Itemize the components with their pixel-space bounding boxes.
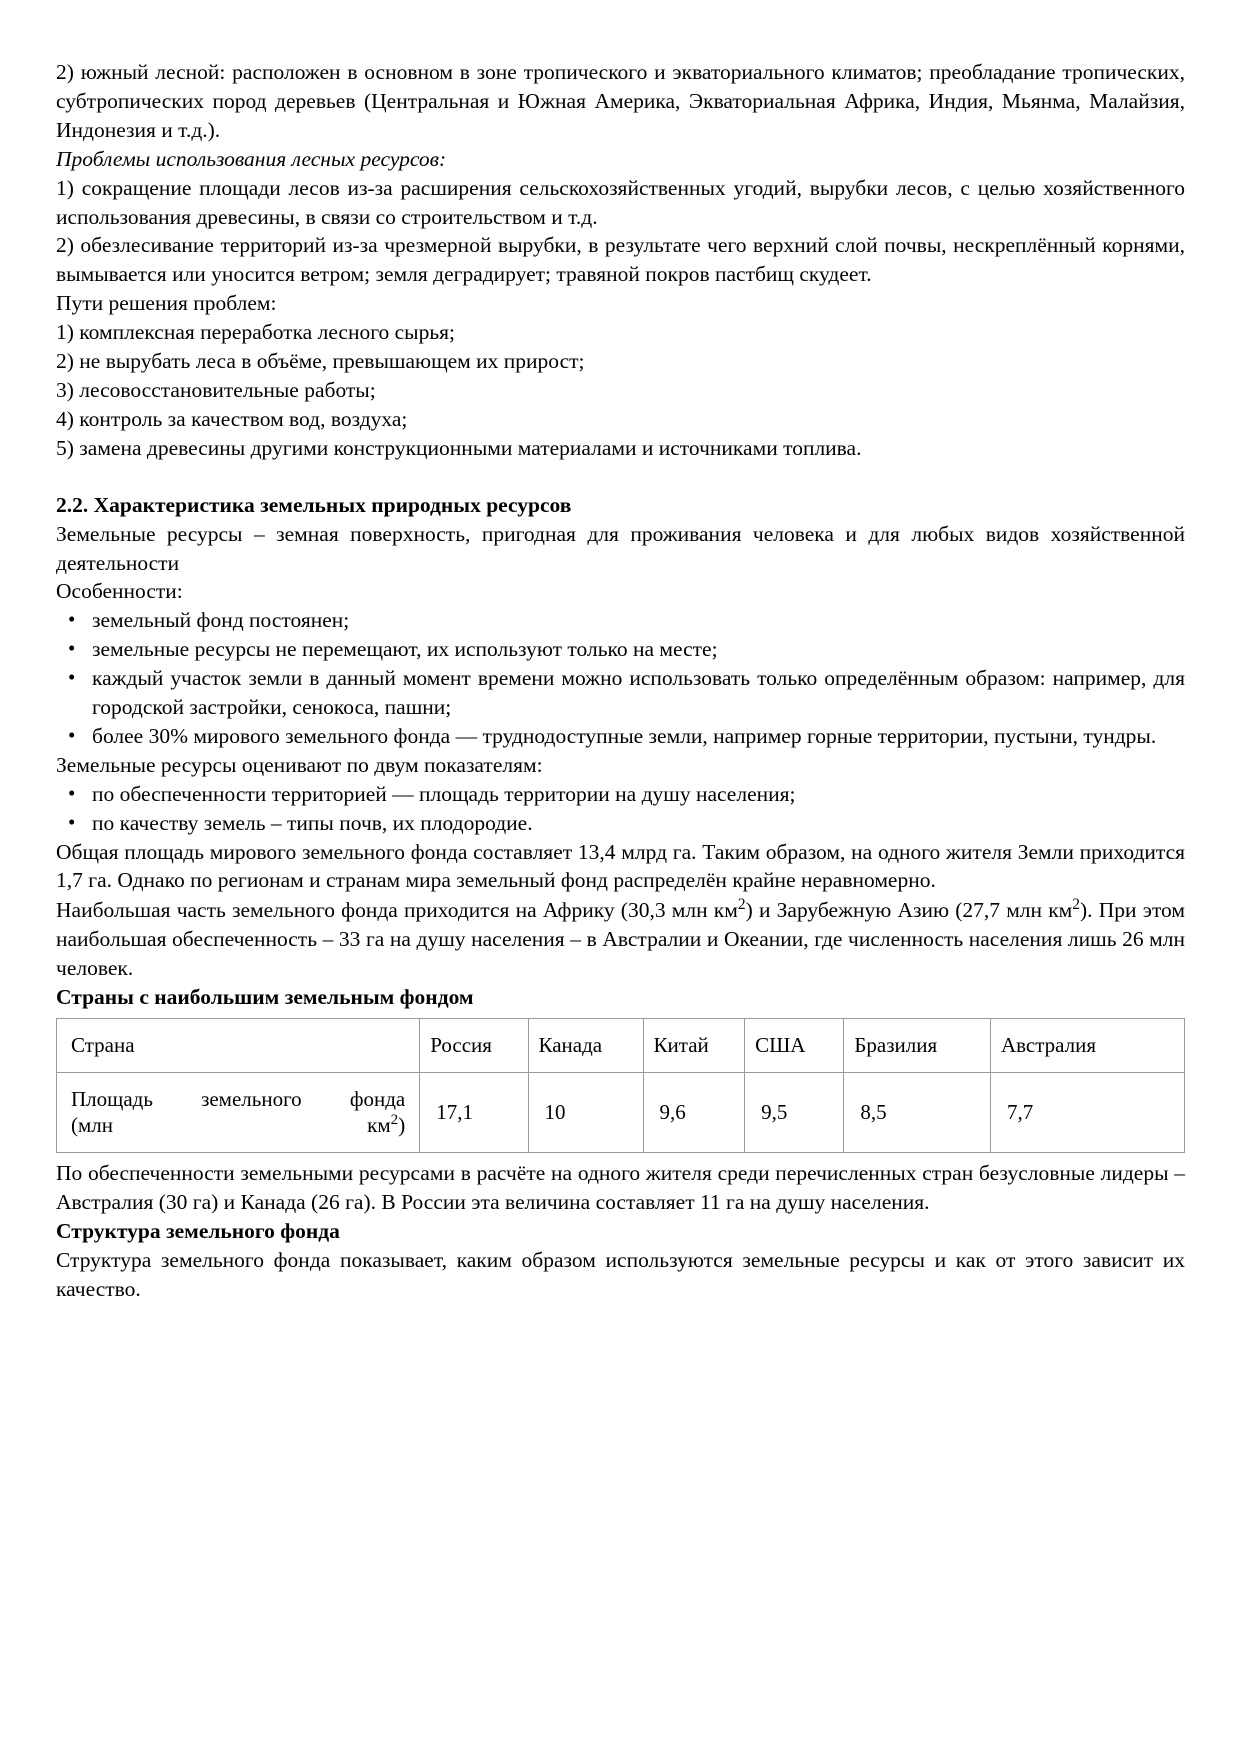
- list-item-label: по обеспеченности территорией — площадь территории на душу населения;: [92, 781, 796, 806]
- subsection-title-structure: Структура земельного фонда: [56, 1218, 340, 1243]
- heading-features: Особенности:: [56, 579, 183, 604]
- list-item: [56, 780, 1185, 809]
- heading-forest-problems: Проблемы использования лесных ресурсов:: [56, 146, 447, 171]
- table-header-country: Страна: [57, 1019, 420, 1073]
- list-item: [56, 809, 1185, 838]
- table-header-cell: Канада: [528, 1019, 643, 1073]
- indicators-list: [56, 780, 1185, 838]
- table-header-cell: Китай: [643, 1019, 745, 1073]
- table-header-cell: Россия: [420, 1019, 528, 1073]
- paragraph-solution-1: 1) комплексная переработка лесного сырья;: [56, 320, 456, 345]
- paragraph-problem-2: 2) обезлесивание территорий из-за чрезмерной вырубки, в результате чего верхний слой почвы, нескреплённый корнями, вымывается или уносится ветром; земля деградирует; травяной покров пастбищ скудеет.: [56, 233, 1185, 287]
- superscript-square-1: 2: [737, 896, 746, 914]
- features-list: [56, 606, 1185, 751]
- table-cell-value: 7,7: [990, 1073, 1184, 1153]
- table-cell-value: 8,5: [844, 1073, 991, 1153]
- table-header-cell: Австралия: [990, 1019, 1184, 1073]
- heading-solutions: Пути решения проблем:: [56, 291, 277, 316]
- table-cell-value: 10: [528, 1073, 643, 1153]
- table-row-units-text: (млн км: [71, 1113, 391, 1138]
- list-item: [56, 722, 1185, 751]
- table-header-row: [57, 1019, 1185, 1073]
- list-item: [56, 606, 1185, 635]
- table-row-units-close: ): [398, 1113, 406, 1138]
- list-item: [56, 664, 1185, 722]
- list-item-label: земельные ресурсы не перемещают, их используют только на месте;: [92, 637, 718, 662]
- heading-two-indicators: Земельные ресурсы оценивают по двум показателям:: [56, 752, 543, 777]
- paragraph-solution-4: 4) контроль за качеством вод, воздуха;: [56, 406, 408, 431]
- paragraph-land-resources-definition: Земельные ресурсы – земная поверхность, пригодная для проживания человека и для любых видов хозяйственной деятельности: [56, 521, 1185, 575]
- list-item-label: земельный фонд постоянен;: [92, 608, 350, 633]
- table-header-cell: Бразилия: [844, 1019, 991, 1073]
- largest-share-text-2: ) и Зарубежную Азию (27,7 млн км: [745, 898, 1073, 923]
- paragraph-solution-3: 3) лесовосстановительные работы;: [56, 377, 376, 402]
- table-cell-value: 9,5: [745, 1073, 844, 1153]
- table-row-label-line1: Площадь земельного фонда: [71, 1087, 406, 1112]
- largest-share-text-3: ). При этом наибольшая обеспеченность – 33 га на душу населения – в Австралии и Океании, где численность населения лишь 26 млн человек.: [56, 898, 1185, 981]
- table-row: [57, 1073, 1185, 1153]
- table-header-cell: США: [745, 1019, 844, 1073]
- list-item-label: по качеству земель – типы почв, их плодородие.: [92, 810, 533, 835]
- table-row-label-units: [71, 1113, 405, 1137]
- table-cell-value: 17,1: [420, 1073, 528, 1153]
- table-title: Страны с наибольшим земельным фондом: [56, 985, 474, 1010]
- list-item: [56, 635, 1185, 664]
- paragraph-largest-share: [56, 895, 1185, 983]
- table-cell-value: 9,6: [643, 1073, 745, 1153]
- paragraph-solution-5: 5) замена древесины другими конструкционными материалами и источниками топлива.: [56, 435, 862, 460]
- section-title-2-2: 2.2. Характеристика земельных природных ресурсов: [56, 492, 572, 517]
- paragraph-southern-forest: 2) южный лесной: расположен в основном в зоне тропического и экваториального климатов; преобладание тропических, субтропических пород деревьев (Центральная и Южная Америка, Экваториальная Африка, Индия, Мьянма, Малайзия, Индонезия и т.д.).: [56, 60, 1185, 142]
- superscript-square-2: 2: [1072, 896, 1081, 914]
- superscript-square-3: 2: [390, 1112, 399, 1129]
- table-row-label: [57, 1073, 420, 1153]
- paragraph-per-capita: По обеспеченности земельными ресурсами в расчёте на одного жителя среди перечисленных стран безусловные лидеры – Австралия (30 га) и Канада (26 га). В России эта величина составляет 11 га на душу населения.: [56, 1161, 1185, 1215]
- paragraph-structure-description: Структура земельного фонда показывает, каким образом используются земельные ресурсы и как от этого зависит их качество.: [56, 1247, 1185, 1301]
- list-item-label: каждый участок земли в данный момент времени можно использовать только определённым образом: например, для городской застройки, сенокоса, пашни;: [92, 666, 1185, 720]
- paragraph-solution-2: 2) не вырубать леса в объёме, превышающем их прирост;: [56, 349, 585, 374]
- paragraph-problem-1: 1) сокращение площади лесов из-за расширения сельскохозяйственных угодий, вырубки лесов, с целью хозяйственного использования древесины, в связи со строительством и т.д.: [56, 175, 1185, 229]
- land-fund-table: [56, 1018, 1185, 1153]
- paragraph-total-land-fund: Общая площадь мирового земельного фонда составляет 13,4 млрд га. Таким образом, на одного жителя Земли приходится 1,7 га. Однако по регионам и странам мира земельный фонд распределён крайне неравномерно.: [56, 839, 1185, 893]
- list-item-label: более 30% мирового земельного фонда — труднодоступные земли, например горные территории, пустыни, тундры.: [92, 723, 1157, 748]
- largest-share-text-1: Наибольшая часть земельного фонда приходится на Африку (30,3 млн км: [56, 898, 738, 923]
